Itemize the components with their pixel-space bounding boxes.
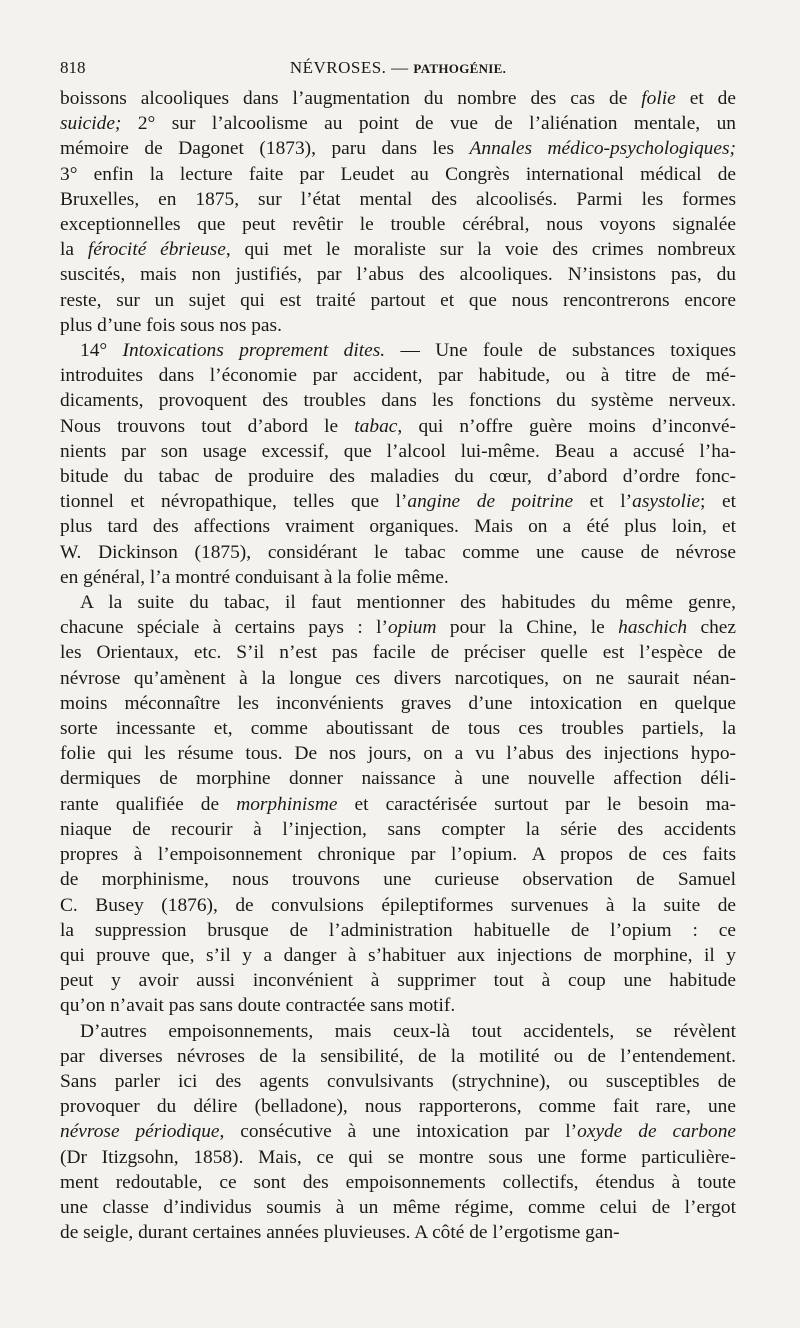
text-run: 2° sur l’alcoolisme au point de vue de l’aliénation mentale, un: [121, 113, 736, 135]
text-line: [60, 136, 736, 161]
text-line: [60, 666, 736, 691]
italic-text: haschich: [618, 617, 688, 639]
text-line: [60, 464, 736, 489]
text-line: [60, 262, 736, 287]
italic-text: suicide;: [60, 113, 122, 135]
text-line: [60, 489, 736, 514]
running-subtitle: PATHOGÉNIE.: [413, 61, 507, 76]
text-line: [60, 237, 736, 262]
text-line: [60, 918, 736, 943]
text-run: la suppression brusque de l’administration habituelle de l’opium : ce: [60, 919, 736, 941]
italic-text: tabac: [354, 415, 398, 437]
italic-text: névrose périodique: [60, 1121, 220, 1143]
text-line: [60, 1195, 736, 1220]
text-run: exceptionnelles que peut revêtir le trouble cérébral, nous voyons signalée: [60, 214, 736, 236]
page-header: [60, 58, 736, 82]
text-run: Bruxelles, en 1875, sur l’état mental des alcoolisés. Parmi les formes: [60, 188, 736, 210]
paragraph: [60, 1019, 736, 1246]
running-dash: —: [386, 58, 414, 77]
text-line: [60, 162, 736, 187]
italic-text: férocité ébrieuse: [87, 239, 226, 261]
italic-text: folie: [641, 88, 676, 109]
paragraph: [60, 86, 736, 338]
text-run: plus d’une fois sous nos pas.: [60, 314, 282, 336]
text-run: dicaments, provoquent des troubles dans les fonctions du système nerveux.: [60, 390, 736, 412]
text-run: chez: [687, 617, 737, 639]
text-run: W. Dickinson (1875), considérant le tabac comme une cause de névrose: [60, 541, 736, 563]
text-line: [60, 514, 736, 539]
paragraph: [60, 590, 736, 1018]
text-line: [60, 615, 736, 640]
text-line: [60, 792, 736, 817]
text-run: C. Busey (1876), de convulsions épileptiformes survenues à la suite de: [60, 894, 736, 916]
text-run: tionnel et névropathique, telles que l’: [60, 491, 408, 513]
text-run: , qui n’offre guère moins d’inconvé-: [397, 415, 736, 437]
text-run: plus tard des affections vraiment organiques. Mais on a été plus loin, et: [60, 516, 736, 538]
text-run: — Une foule de substances toxiques: [385, 340, 736, 362]
text-line: [60, 1019, 736, 1044]
text-run: (Dr Itizgsohn, 1858). Mais, ce qui se montre sous une forme particulière-: [60, 1146, 736, 1168]
text-run: A la suite du tabac, il faut mentionner des habitudes du même genre,: [80, 592, 736, 614]
text-line: [60, 540, 736, 565]
text-line: [60, 1044, 736, 1069]
text-run: pour la Chine, le: [436, 617, 619, 639]
text-line: [60, 565, 736, 590]
paragraph: [60, 338, 736, 590]
text-run: suscités, mais non justifiés, par l’abus des alcooliques. N’insistons pas, du: [60, 264, 736, 286]
italic-text: Intoxications proprement dites.: [122, 340, 386, 362]
text-run: en général, l’a montré conduisant à la folie même.: [60, 566, 449, 588]
running-title: NÉVROSES.: [289, 58, 387, 77]
body-text: [60, 86, 736, 1245]
text-line: [60, 842, 736, 867]
text-run: une classe d’individus soumis à un même régime, comme celui de l’ergot: [60, 1196, 736, 1218]
text-line: [60, 1220, 736, 1245]
text-run: D’autres empoisonnements, mais ceux-là tout accidentels, se révèlent: [80, 1020, 736, 1042]
text-run: niaque de recourir à l’injection, sans compter la série des accidents: [60, 818, 736, 840]
text-run: , qui met le moraliste sur la voie des crimes nombreux: [225, 239, 737, 261]
text-line: [60, 716, 736, 741]
text-line: [60, 212, 736, 237]
text-run: Sans parler ici des agents convulsivants (strychnine), ou susceptibles de: [60, 1070, 736, 1092]
text-line: [60, 187, 736, 212]
text-line: [60, 363, 736, 388]
text-line: [60, 590, 736, 615]
page-number: 818: [60, 58, 86, 77]
text-line: [60, 111, 736, 136]
text-run: les Orientaux, etc. S’il n’est pas facile de préciser quelle est l’espèce de: [60, 642, 736, 664]
text-line: [60, 968, 736, 993]
text-run: nients par son usage excessif, que l’alcool lui-même. Beau a accusé l’ha-: [60, 440, 736, 462]
text-line: [60, 1094, 736, 1119]
text-run: et de: [675, 88, 736, 109]
text-run: propres à l’empoisonnement chronique par l’opium. A propos de ces faits: [60, 844, 736, 866]
text-run: et l’: [573, 491, 633, 513]
text-run: névrose qu’amènent à la longue ces divers narcotiques, on ne saurait néan-: [60, 667, 736, 689]
text-run: 14°: [80, 340, 123, 362]
text-run: la: [60, 239, 88, 261]
text-line: [60, 1119, 736, 1144]
text-line: [60, 893, 736, 918]
text-line: [60, 817, 736, 842]
text-run: par diverses névroses de la sensibilité, de la motilité ou de l’entendement.: [60, 1045, 736, 1067]
italic-text: asystolie: [632, 491, 700, 513]
text-line: [60, 439, 736, 464]
text-run: 3° enfin la lecture faite par Leudet au Congrès international médical de: [60, 163, 736, 185]
text-run: , consécutive à une intoxication par l’: [219, 1121, 578, 1143]
text-line: [60, 414, 736, 439]
text-line: [60, 640, 736, 665]
text-line: [60, 1069, 736, 1094]
text-run: moins méconnaître les inconvénients graves d’une intoxication en quelque: [60, 692, 736, 714]
text-run: ment redoutable, ce sont des empoisonnements collectifs, étendus à toute: [60, 1171, 736, 1193]
text-run: provoquer du délire (belladone), nous rapporterons, comme fait rare, une: [60, 1096, 736, 1118]
text-run: ; et: [699, 491, 736, 513]
text-run: reste, sur un sujet qui est traité partout et que nous rencontrerons encore: [60, 289, 736, 311]
text-line: [60, 1145, 736, 1170]
italic-text: morphinisme: [236, 793, 338, 815]
text-run: et caractérisée surtout par le besoin ma-: [337, 793, 736, 815]
text-run: chacune spéciale à certains pays : l’: [60, 617, 388, 639]
text-line: [60, 993, 736, 1018]
text-line: [60, 288, 736, 313]
italic-text: angine de poitrine: [407, 491, 574, 513]
text-line: [60, 867, 736, 892]
italic-text: oxyde de carbone: [577, 1121, 736, 1143]
text-line: [60, 741, 736, 766]
text-line: [60, 1170, 736, 1195]
text-line: [60, 943, 736, 968]
italic-text: opium: [388, 617, 437, 639]
text-run: folie qui les résume tous. De nos jours, on a vu l’abus des injections hypo-: [60, 743, 736, 765]
running-head: [60, 58, 736, 78]
text-line: [60, 338, 736, 363]
text-line: [60, 86, 736, 111]
text-run: mémoire de Dagonet (1873), paru dans les: [60, 138, 470, 160]
text-run: peut y avoir aussi inconvénient à supprimer tout à coup une habitude: [60, 970, 736, 992]
text-run: rante qualifiée de: [60, 793, 237, 815]
text-line: [60, 691, 736, 716]
text-run: de seigle, durant certaines années pluvieuses. A côté de l’ergotisme gan-: [60, 1222, 620, 1244]
text-run: qui prouve que, s’il y a danger à s’habituer aux injections de morphine, il y: [60, 944, 736, 966]
text-run: bitude du tabac de produire des maladies du cœur, d’abord d’ordre fonc-: [60, 466, 736, 488]
text-run: sorte incessante et, comme aboutissant de tous ces troubles partiels, la: [60, 718, 736, 740]
text-run: Nous trouvons tout d’abord le: [60, 415, 355, 437]
text-run: dermiques de morphine donner naissance à une nouvelle affection déli-: [60, 768, 736, 790]
italic-text: Annales médico-psychologiques;: [469, 138, 736, 160]
text-run: qu’on n’avait pas sans doute contractée sans motif.: [60, 995, 456, 1017]
text-line: [60, 766, 736, 791]
text-run: de morphinisme, nous trouvons une curieuse observation de Samuel: [60, 869, 736, 891]
text-line: [60, 388, 736, 413]
text-run: introduites dans l’économie par accident, par habitude, ou à titre de mé-: [60, 365, 736, 387]
text-line: [60, 313, 736, 338]
text-run: boissons alcooliques dans l’augmentation du nombre des cas de: [60, 88, 642, 109]
